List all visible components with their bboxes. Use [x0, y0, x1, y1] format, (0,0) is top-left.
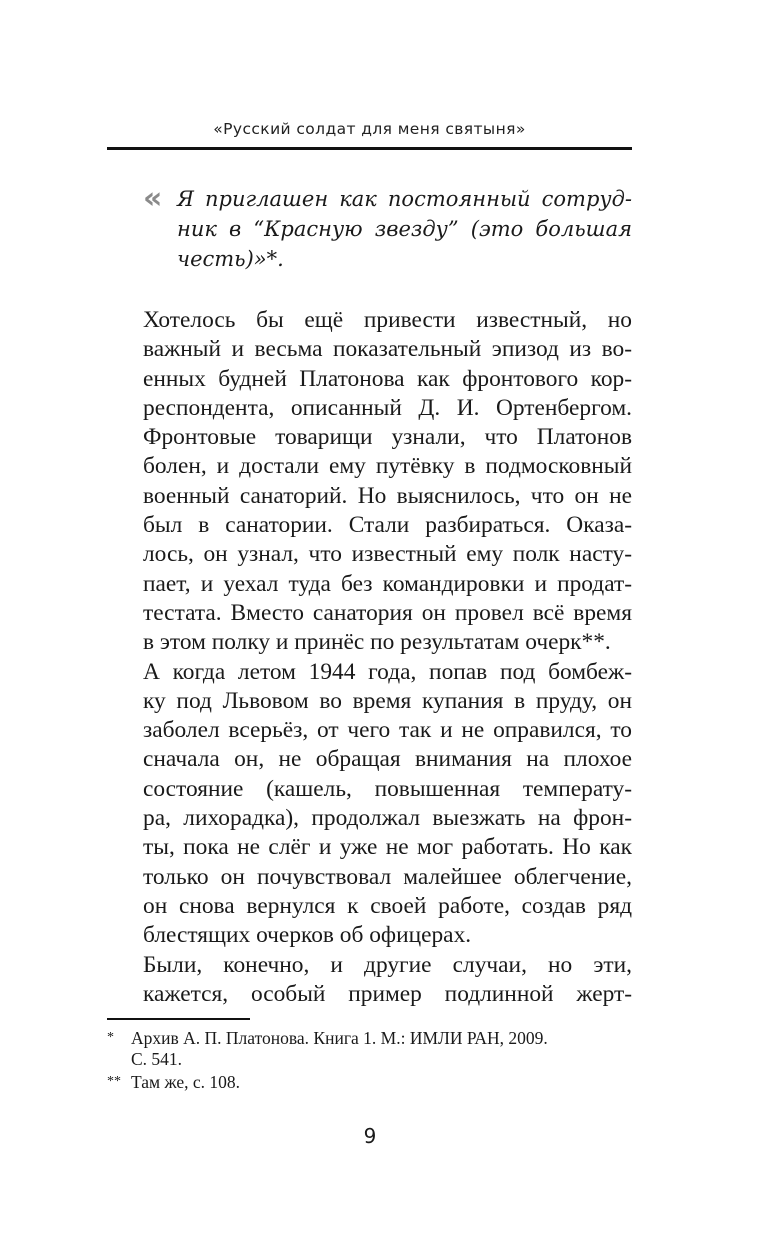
quote-text: [177, 184, 632, 274]
footnote-1: [107, 1028, 632, 1070]
footnote-line: С. 541.: [131, 1049, 183, 1069]
footnote-2: [107, 1072, 632, 1093]
text-line: респондента, описанный Д. И. Ортенбергом.: [143, 394, 632, 421]
text-line: он снова вернулся к своей работе, создав ряд: [143, 892, 632, 919]
text-line: состояние (кашель, повышенная температу-: [143, 775, 632, 802]
quote-line: ник в “Красную звезду” (это большая: [177, 217, 632, 241]
text-line: ра, лихорадка), продолжал выезжать на фрон-: [143, 805, 632, 832]
text-line: Хотелось бы ещё привести известный, но: [143, 307, 632, 333]
footnote-mark: *: [107, 1030, 114, 1045]
quote-mark-icon: «: [143, 181, 163, 216]
footnote-line: Там же, с. 108.: [131, 1072, 240, 1092]
body-text: [107, 306, 632, 1009]
quote-line: честь)»*.: [177, 247, 284, 271]
paragraph-1: [107, 306, 632, 658]
text-line: заболел всерьёз, от чего так и не оправился, то: [143, 717, 632, 744]
running-head: «Русский солдат для меня святыня»: [213, 120, 526, 138]
paragraph-3: [107, 951, 632, 1010]
footnote-line: Архив А. П. Платонова. Книга 1. М.: ИМЛИ РАН, 2009.: [131, 1028, 548, 1048]
quote-line: Я приглашен как постоянный сотруд-: [177, 187, 632, 211]
text-line: А когда летом 1944 года, попав под бомбеж-: [143, 658, 632, 685]
text-line: тестата. Вместо санатория он провел всё время: [143, 599, 632, 626]
text-line: кажется, особый пример подлинной жерт-: [143, 980, 632, 1007]
text-line: ты, пока не слёг и уже не мог работать. Но как: [143, 834, 632, 861]
text-line: блестящих очерков об офицерах.: [143, 922, 472, 949]
text-line: сначала он, не обращая внимания на плохое: [143, 746, 632, 773]
text-line: енных будней Платонова как фронтового кор-: [143, 365, 632, 392]
footnotes: [107, 1028, 632, 1093]
text-line: в этом полку и принёс по результатам очерк**.: [143, 629, 611, 656]
epigraph-quote: [107, 181, 632, 274]
page-number: 9: [363, 1124, 377, 1148]
text-line: лось, он узнал, что известный ему полк насту-: [143, 541, 632, 568]
footnote-mark: **: [107, 1074, 121, 1089]
header-rule: [107, 147, 632, 150]
text-line: военный санаторий. Но выяснилось, что он не: [143, 482, 632, 509]
text-line: болен, и достали ему путёвку в подмосковный: [143, 453, 632, 480]
paragraph-2: [107, 658, 632, 951]
text-line: пает, и уехал туда без командировки и продат-: [143, 570, 632, 597]
text-line: только он почувствовал малейшее облегчение,: [143, 863, 632, 890]
text-line: Были, конечно, и другие случаи, но эти,: [143, 951, 632, 978]
text-line: ку под Львовом во время купания в пруду, он: [143, 687, 632, 714]
footnote-rule: [107, 1018, 250, 1020]
text-line: Фронтовые товарищи узнали, что Платонов: [143, 424, 632, 451]
text-line: был в санатории. Стали разбираться. Оказа-: [143, 512, 632, 539]
text-line: важный и весьма показательный эпизод из во-: [143, 336, 632, 363]
